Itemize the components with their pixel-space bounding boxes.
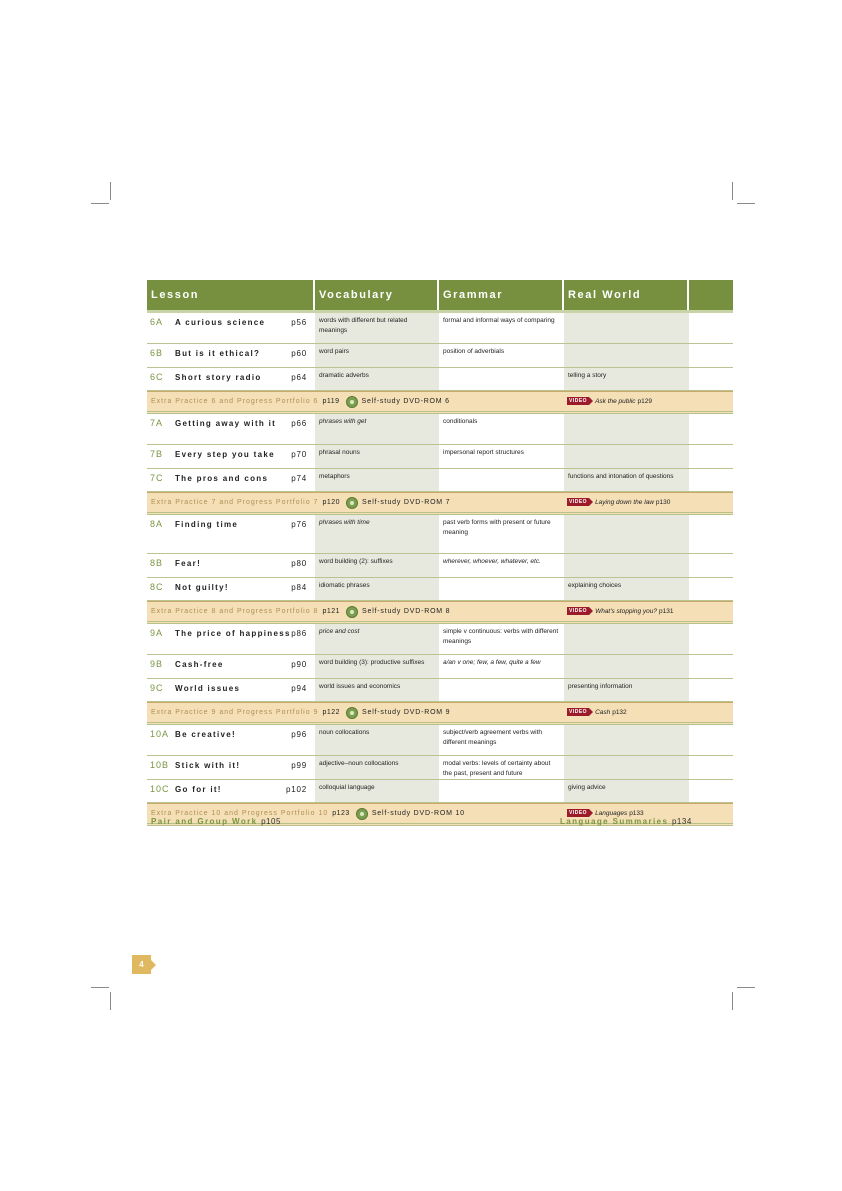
lesson-cell bbox=[147, 780, 315, 802]
language-summaries-label: Language Summaries bbox=[560, 817, 669, 826]
lesson-page: p64 bbox=[291, 373, 307, 382]
video-page: p129 bbox=[637, 397, 652, 405]
lesson-page: p74 bbox=[291, 474, 307, 483]
lesson-page: p70 bbox=[291, 450, 307, 459]
lesson-row[interactable] bbox=[147, 445, 733, 469]
lesson-title: Be creative! bbox=[175, 730, 236, 739]
video-badge: VIDEO bbox=[569, 398, 588, 404]
lesson-page: p80 bbox=[291, 559, 307, 568]
video-title: What's stopping you? bbox=[595, 607, 658, 615]
extra-practice-label: Extra Practice 10 and Progress Portfolio 10 bbox=[151, 810, 329, 817]
self-study-dvd-label: Self-study DVD-ROM 10 bbox=[371, 810, 465, 817]
lesson-code: 10A bbox=[150, 729, 170, 739]
dvd-rom-icon bbox=[346, 497, 358, 509]
video-link[interactable] bbox=[567, 708, 627, 716]
vocabulary-cell: phrasal nouns bbox=[315, 445, 439, 468]
blank-cell bbox=[689, 445, 733, 468]
lesson-code: 9C bbox=[150, 683, 164, 693]
header-real-world: Real World bbox=[564, 280, 689, 310]
lesson-cell bbox=[147, 414, 315, 444]
extra-practice-page: p121 bbox=[322, 608, 341, 615]
video-page: p131 bbox=[658, 607, 674, 615]
lesson-title: The pros and cons bbox=[175, 474, 269, 483]
video-link[interactable] bbox=[567, 607, 673, 615]
grammar-cell: impersonal report structures bbox=[443, 449, 524, 456]
lesson-page: p56 bbox=[291, 318, 307, 327]
lesson-page: p84 bbox=[291, 583, 307, 592]
lesson-title: The price of happiness bbox=[175, 629, 291, 638]
lesson-cell bbox=[147, 679, 315, 701]
crop-mark bbox=[737, 203, 755, 204]
video-page: p130 bbox=[655, 498, 671, 506]
lesson-code: 6B bbox=[150, 348, 164, 358]
lesson-row[interactable] bbox=[147, 344, 733, 368]
lesson-cell bbox=[147, 655, 315, 678]
lesson-row[interactable] bbox=[147, 679, 733, 702]
lesson-cell bbox=[147, 445, 315, 468]
video-title: Ask the public bbox=[595, 397, 636, 405]
lesson-code: 8C bbox=[150, 582, 164, 592]
blank-cell bbox=[689, 414, 733, 444]
lesson-cell bbox=[147, 554, 315, 577]
real-world-cell bbox=[564, 515, 689, 553]
video-badge: VIDEO bbox=[569, 608, 588, 614]
grammar-cell bbox=[439, 679, 564, 701]
grammar-cell: subject/verb agreement verbs with different meanings bbox=[443, 729, 542, 746]
vocabulary-cell: words with different but related meanings bbox=[315, 313, 439, 343]
lesson-row[interactable] bbox=[147, 578, 733, 601]
lesson-code: 8A bbox=[150, 519, 164, 529]
extra-practice-band[interactable] bbox=[147, 702, 733, 725]
lesson-cell bbox=[147, 624, 315, 654]
lesson-row[interactable] bbox=[147, 756, 733, 780]
lesson-row[interactable] bbox=[147, 725, 733, 756]
grammar-cell bbox=[439, 469, 564, 491]
vocabulary-cell: word building (2): suffixes bbox=[315, 554, 439, 577]
video-badge: VIDEO bbox=[569, 499, 588, 505]
lesson-cell bbox=[147, 469, 315, 491]
grammar-cell: formal and informal ways of comparing bbox=[443, 317, 555, 324]
lesson-page: p94 bbox=[291, 684, 307, 693]
language-summaries-page: p134 bbox=[671, 817, 692, 826]
real-world-cell bbox=[564, 725, 689, 755]
crop-mark bbox=[91, 203, 109, 204]
lesson-title: But is it ethical? bbox=[175, 349, 261, 358]
lesson-code: 9A bbox=[150, 628, 164, 638]
units-container bbox=[147, 313, 733, 826]
crop-mark bbox=[91, 987, 109, 988]
lesson-row[interactable] bbox=[147, 313, 733, 344]
lesson-page: p60 bbox=[291, 349, 307, 358]
real-world-cell bbox=[564, 414, 689, 444]
extra-practice-label: Extra Practice 7 and Progress Portfolio 7 bbox=[151, 499, 319, 506]
lesson-title: Finding time bbox=[175, 520, 239, 529]
vocabulary-cell: phrases with time bbox=[315, 515, 439, 553]
blank-cell bbox=[689, 679, 733, 701]
crop-mark bbox=[737, 987, 755, 988]
grammar-cell: modal verbs: levels of certainty about the past, present and future bbox=[443, 760, 551, 777]
crop-mark bbox=[110, 992, 111, 1010]
blank-cell bbox=[689, 756, 733, 779]
vocabulary-cell: phrases with get bbox=[315, 414, 439, 444]
blank-cell bbox=[689, 469, 733, 491]
grammar-cell: position of adverbials bbox=[443, 348, 505, 355]
video-link[interactable] bbox=[567, 809, 644, 817]
lesson-code: 7C bbox=[150, 473, 164, 483]
extra-practice-page: p120 bbox=[322, 499, 341, 506]
video-arrow-icon bbox=[589, 809, 593, 817]
lesson-code: 6C bbox=[150, 372, 164, 382]
video-link[interactable] bbox=[567, 498, 670, 506]
lesson-title: A curious science bbox=[175, 318, 266, 327]
video-badge: VIDEO bbox=[569, 709, 588, 715]
blank-cell bbox=[689, 554, 733, 577]
vocabulary-cell: adjective–noun collocations bbox=[315, 756, 439, 779]
blank-cell bbox=[689, 578, 733, 600]
video-page: p133 bbox=[629, 809, 644, 817]
lesson-cell bbox=[147, 313, 315, 343]
lesson-page: p96 bbox=[291, 730, 307, 739]
blank-cell bbox=[689, 725, 733, 755]
contents-table bbox=[147, 280, 733, 826]
lesson-row[interactable] bbox=[147, 624, 733, 655]
lesson-cell bbox=[147, 368, 315, 390]
video-arrow-icon bbox=[589, 498, 593, 506]
lesson-title: Every step you take bbox=[175, 450, 275, 459]
self-study-dvd-label: Self-study DVD-ROM 7 bbox=[362, 499, 451, 506]
grammar-cell: past verb forms with present or future meaning bbox=[443, 519, 551, 536]
grammar-cell bbox=[439, 368, 564, 390]
header-grammar: Grammar bbox=[439, 280, 564, 310]
vocabulary-cell: world issues and economics bbox=[315, 679, 439, 701]
lesson-cell bbox=[147, 578, 315, 600]
video-link[interactable] bbox=[567, 397, 652, 405]
lesson-page: p90 bbox=[291, 660, 307, 669]
lesson-code: 9B bbox=[150, 659, 164, 669]
grammar-cell bbox=[439, 578, 564, 600]
table-header bbox=[147, 280, 733, 313]
crop-mark bbox=[110, 182, 111, 200]
lesson-row[interactable] bbox=[147, 469, 733, 492]
lesson-title: Stick with it! bbox=[175, 761, 241, 770]
footer-pair-group-work[interactable] bbox=[151, 817, 281, 826]
extra-practice-page: p122 bbox=[322, 709, 341, 716]
grammar-cell: a/an v one; few, a few, quite a few bbox=[443, 659, 541, 666]
real-world-cell bbox=[564, 655, 689, 678]
lesson-cell bbox=[147, 515, 315, 553]
blank-cell bbox=[689, 624, 733, 654]
lesson-code: 6A bbox=[150, 317, 164, 327]
video-arrow-icon bbox=[589, 397, 593, 405]
header-blank bbox=[689, 280, 733, 310]
grammar-cell: simple v continuous: verbs with different meanings bbox=[443, 628, 559, 645]
blank-cell bbox=[689, 655, 733, 678]
lesson-row[interactable] bbox=[147, 655, 733, 679]
vocabulary-cell: dramatic adverbs bbox=[315, 368, 439, 390]
real-world-cell bbox=[564, 624, 689, 654]
lesson-title: World issues bbox=[175, 684, 241, 693]
extra-practice-page: p119 bbox=[322, 398, 340, 405]
video-title: Cash bbox=[595, 708, 611, 716]
vocabulary-cell: word building (3): productive suffixes bbox=[315, 655, 439, 678]
extra-practice-page: p123 bbox=[332, 810, 350, 817]
real-world-cell bbox=[564, 313, 689, 343]
real-world-cell bbox=[564, 445, 689, 468]
lesson-title: Fear! bbox=[175, 559, 202, 568]
footer-language-summaries[interactable] bbox=[560, 817, 692, 826]
real-world-cell: presenting information bbox=[564, 679, 689, 701]
extra-practice-label: Extra Practice 9 and Progress Portfolio 9 bbox=[151, 709, 319, 716]
vocabulary-cell: colloquial language bbox=[315, 780, 439, 802]
vocabulary-cell: word pairs bbox=[315, 344, 439, 367]
self-study-dvd-label: Self-study DVD-ROM 6 bbox=[361, 398, 450, 405]
lesson-row[interactable] bbox=[147, 368, 733, 391]
dvd-rom-icon bbox=[346, 606, 358, 618]
self-study-dvd-label: Self-study DVD-ROM 8 bbox=[362, 608, 451, 615]
lesson-code: 10B bbox=[150, 760, 170, 770]
lesson-code: 7A bbox=[150, 418, 164, 428]
lesson-cell bbox=[147, 725, 315, 755]
extra-practice-band[interactable] bbox=[147, 391, 733, 414]
lesson-page: p76 bbox=[291, 520, 307, 529]
vocabulary-cell: idiomatic phrases bbox=[315, 578, 439, 600]
video-title: Laying down the law bbox=[595, 498, 654, 506]
extra-practice-band[interactable] bbox=[147, 492, 733, 515]
crop-mark bbox=[732, 182, 733, 200]
real-world-cell: functions and intonation of questions bbox=[564, 469, 689, 491]
real-world-cell bbox=[564, 344, 689, 367]
dvd-rom-icon bbox=[346, 707, 358, 719]
extra-practice-label: Extra Practice 6 and Progress Portfolio 6 bbox=[151, 398, 319, 405]
lesson-row[interactable] bbox=[147, 414, 733, 445]
real-world-cell: telling a story bbox=[564, 368, 689, 390]
video-title: Languages bbox=[595, 809, 628, 817]
lesson-title: Getting away with it bbox=[175, 419, 277, 428]
real-world-cell bbox=[564, 756, 689, 779]
lesson-row[interactable] bbox=[147, 780, 733, 803]
header-lesson: Lesson bbox=[147, 280, 315, 310]
pair-group-page: p105 bbox=[261, 817, 281, 826]
lesson-row[interactable] bbox=[147, 515, 733, 554]
real-world-cell: explaining choices bbox=[564, 578, 689, 600]
lesson-code: 7B bbox=[150, 449, 164, 459]
extra-practice-band[interactable] bbox=[147, 601, 733, 624]
real-world-cell: giving advice bbox=[564, 780, 689, 802]
lesson-page: p86 bbox=[291, 629, 307, 638]
lesson-title: Not guilty! bbox=[175, 583, 229, 592]
vocabulary-cell: noun collocations bbox=[315, 725, 439, 755]
lesson-code: 10C bbox=[150, 784, 170, 794]
lesson-page: p99 bbox=[291, 761, 307, 770]
video-arrow-icon bbox=[589, 607, 593, 615]
dvd-rom-icon bbox=[346, 396, 358, 408]
lesson-page: p66 bbox=[291, 419, 307, 428]
real-world-cell bbox=[564, 554, 689, 577]
lesson-title: Short story radio bbox=[175, 373, 262, 382]
crop-mark bbox=[732, 992, 733, 1010]
lesson-title: Go for it! bbox=[175, 785, 222, 794]
dvd-rom-icon bbox=[356, 808, 368, 820]
extra-practice-label: Extra Practice 8 and Progress Portfolio 8 bbox=[151, 608, 319, 615]
self-study-dvd-label: Self-study DVD-ROM 9 bbox=[362, 709, 451, 716]
header-vocabulary: Vocabulary bbox=[315, 280, 439, 310]
lesson-code: 8B bbox=[150, 558, 164, 568]
lesson-page: p102 bbox=[286, 785, 307, 794]
lesson-title: Cash-free bbox=[175, 660, 224, 669]
blank-cell bbox=[689, 515, 733, 553]
pair-group-label: Pair and Group Work bbox=[151, 817, 258, 826]
blank-cell bbox=[689, 780, 733, 802]
video-badge: VIDEO bbox=[569, 810, 588, 816]
blank-cell bbox=[689, 344, 733, 367]
grammar-cell: wherever, whoever, whatever, etc. bbox=[443, 558, 541, 565]
lesson-row[interactable] bbox=[147, 554, 733, 578]
page-number: 4 bbox=[132, 955, 151, 974]
video-arrow-icon bbox=[589, 708, 593, 716]
video-page: p132 bbox=[612, 708, 627, 716]
lesson-cell bbox=[147, 756, 315, 779]
grammar-cell: conditionals bbox=[443, 418, 478, 425]
blank-cell bbox=[689, 313, 733, 343]
blank-cell bbox=[689, 368, 733, 390]
lesson-cell bbox=[147, 344, 315, 367]
vocabulary-cell: price and cost bbox=[315, 624, 439, 654]
grammar-cell bbox=[439, 780, 564, 802]
vocabulary-cell: metaphors bbox=[315, 469, 439, 491]
